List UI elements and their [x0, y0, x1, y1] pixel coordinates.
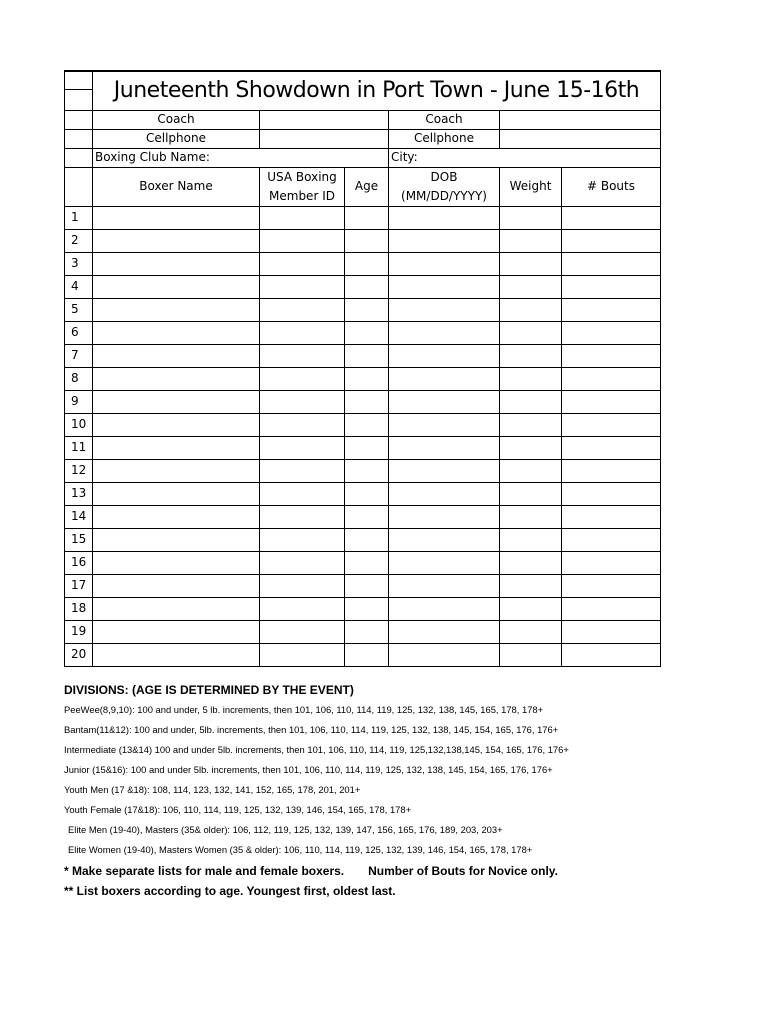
entry-row: [65, 207, 661, 230]
entry-row: [65, 345, 661, 368]
footnote-1b: Number of Bouts for Novice only.: [368, 864, 558, 878]
dob-cell[interactable]: [389, 552, 500, 575]
entry-row: [65, 368, 661, 391]
age-cell[interactable]: [345, 529, 389, 552]
bouts-cell[interactable]: [562, 460, 661, 483]
boxer-name-cell[interactable]: [93, 207, 260, 230]
usa-id-cell[interactable]: [260, 391, 345, 414]
column-header-row: [65, 168, 661, 207]
footnote-1: [64, 864, 754, 884]
bouts-cell[interactable]: [562, 207, 661, 230]
age-cell[interactable]: [345, 368, 389, 391]
row-number: 5: [65, 299, 93, 322]
club-name-field[interactable]: Boxing Club Name:: [93, 149, 389, 168]
usa-id-cell[interactable]: [260, 322, 345, 345]
usa-id-cell[interactable]: [260, 575, 345, 598]
boxer-name-cell[interactable]: [93, 621, 260, 644]
division-line: Youth Female (17&18): 106, 110, 114, 119, 125, 132, 139, 146, 154, 165, 178, 178+: [64, 804, 412, 815]
bouts-cell[interactable]: [562, 529, 661, 552]
dob-cell[interactable]: [389, 598, 500, 621]
dob-line1: DOB: [430, 170, 458, 184]
entry-row: [65, 552, 661, 575]
row-number: 20: [65, 644, 93, 667]
row-number: 16: [65, 552, 93, 575]
entry-row: [65, 276, 661, 299]
bouts-cell[interactable]: [562, 621, 661, 644]
corner-cell: [65, 71, 93, 90]
cellphone-label-2: Cellphone: [389, 130, 500, 149]
dob-cell[interactable]: [389, 506, 500, 529]
age-cell[interactable]: [345, 276, 389, 299]
divisions-heading: DIVISIONS: (AGE IS DETERMINED BY THE EVENT): [64, 683, 354, 697]
dob-cell[interactable]: [389, 437, 500, 460]
bouts-cell[interactable]: [562, 368, 661, 391]
weight-cell[interactable]: [500, 437, 562, 460]
form-title: Juneteenth Showdown in Port Town - June 15-16th: [93, 71, 661, 111]
weight-cell[interactable]: [500, 368, 562, 391]
entry-row: [65, 644, 661, 667]
weight-cell[interactable]: [500, 230, 562, 253]
entry-row: [65, 253, 661, 276]
usa-id-cell[interactable]: [260, 253, 345, 276]
age-cell[interactable]: [345, 230, 389, 253]
boxer-name-cell[interactable]: [93, 437, 260, 460]
dob-line2: (MM/DD/YYYY): [401, 189, 487, 203]
usa-line1: USA Boxing: [267, 170, 337, 184]
usa-id-cell[interactable]: [260, 414, 345, 437]
division-line: Elite Men (19-40), Masters (35& older): 106, 112, 119, 125, 132, 139, 147, 156, 165, 176, 189, 203, 203+: [68, 824, 503, 835]
weight-cell[interactable]: [500, 391, 562, 414]
weight-cell[interactable]: [500, 621, 562, 644]
weight-cell[interactable]: [500, 276, 562, 299]
boxer-name-cell[interactable]: [93, 552, 260, 575]
bouts-cell[interactable]: [562, 552, 661, 575]
age-cell[interactable]: [345, 345, 389, 368]
usa-id-cell[interactable]: [260, 345, 345, 368]
entry-row: [65, 598, 661, 621]
entry-row: [65, 322, 661, 345]
weight-cell[interactable]: [500, 529, 562, 552]
blank-cell: [65, 168, 93, 207]
weight-cell[interactable]: [500, 322, 562, 345]
age-cell[interactable]: [345, 575, 389, 598]
usa-id-cell[interactable]: [260, 437, 345, 460]
dob-cell[interactable]: [389, 253, 500, 276]
usa-id-cell[interactable]: [260, 621, 345, 644]
age-cell[interactable]: [345, 552, 389, 575]
weight-cell[interactable]: [500, 207, 562, 230]
row-number: 2: [65, 230, 93, 253]
dob-cell[interactable]: [389, 414, 500, 437]
dob-cell[interactable]: [389, 391, 500, 414]
row-number: 9: [65, 391, 93, 414]
boxer-name-cell[interactable]: [93, 506, 260, 529]
cellphone-label-1: Cellphone: [93, 130, 260, 149]
dob-cell[interactable]: [389, 207, 500, 230]
bouts-cell[interactable]: [562, 414, 661, 437]
boxer-name-cell[interactable]: [93, 598, 260, 621]
boxer-name-cell[interactable]: [93, 529, 260, 552]
entry-row: [65, 506, 661, 529]
boxer-name-cell[interactable]: [93, 414, 260, 437]
age-cell[interactable]: [345, 598, 389, 621]
club-row: [65, 149, 661, 168]
boxer-name-cell[interactable]: [93, 299, 260, 322]
entry-row: [65, 414, 661, 437]
usa-id-cell[interactable]: [260, 276, 345, 299]
corner-cell: [65, 90, 93, 111]
bouts-cell[interactable]: [562, 644, 661, 667]
weight-cell[interactable]: [500, 414, 562, 437]
usa-id-cell[interactable]: [260, 230, 345, 253]
bouts-cell[interactable]: [562, 230, 661, 253]
dob-cell[interactable]: [389, 621, 500, 644]
row-number: 15: [65, 529, 93, 552]
boxer-name-header: Boxer Name: [93, 168, 260, 207]
blank-cell: [65, 111, 93, 130]
row-number: 11: [65, 437, 93, 460]
usa-id-cell[interactable]: [260, 368, 345, 391]
age-cell[interactable]: [345, 483, 389, 506]
usa-id-cell[interactable]: [260, 207, 345, 230]
boxer-name-cell[interactable]: [93, 253, 260, 276]
age-cell[interactable]: [345, 322, 389, 345]
boxer-name-cell[interactable]: [93, 230, 260, 253]
weight-cell[interactable]: [500, 575, 562, 598]
entry-row: [65, 230, 661, 253]
row-number: 3: [65, 253, 93, 276]
entry-rows: [65, 207, 661, 667]
usa-id-cell[interactable]: [260, 483, 345, 506]
division-line: Youth Men (17 &18): 108, 114, 123, 132, 141, 152, 165, 178, 201, 201+: [64, 784, 361, 795]
entry-row: [65, 391, 661, 414]
boxer-name-cell[interactable]: [93, 460, 260, 483]
age-cell[interactable]: [345, 644, 389, 667]
weight-cell[interactable]: [500, 598, 562, 621]
age-cell[interactable]: [345, 391, 389, 414]
weight-cell[interactable]: [500, 552, 562, 575]
dob-cell[interactable]: [389, 644, 500, 667]
weight-cell[interactable]: [500, 506, 562, 529]
age-cell[interactable]: [345, 621, 389, 644]
coach-label-2: Coach: [389, 111, 500, 130]
city-field[interactable]: City:: [389, 149, 661, 168]
coach-field-1[interactable]: [260, 111, 389, 130]
bouts-cell[interactable]: [562, 437, 661, 460]
bouts-cell[interactable]: [562, 299, 661, 322]
entry-row: [65, 529, 661, 552]
usa-id-cell[interactable]: [260, 644, 345, 667]
row-number: 8: [65, 368, 93, 391]
bouts-cell[interactable]: [562, 345, 661, 368]
dob-cell[interactable]: [389, 529, 500, 552]
age-cell[interactable]: [345, 299, 389, 322]
boxer-name-cell[interactable]: [93, 276, 260, 299]
boxer-name-cell[interactable]: [93, 644, 260, 667]
dob-header: [389, 168, 500, 207]
age-cell[interactable]: [345, 460, 389, 483]
age-cell[interactable]: [345, 253, 389, 276]
bouts-cell[interactable]: [562, 322, 661, 345]
bouts-header: # Bouts: [562, 168, 661, 207]
entry-row: [65, 299, 661, 322]
boxer-name-cell[interactable]: [93, 322, 260, 345]
weight-cell[interactable]: [500, 483, 562, 506]
bouts-cell[interactable]: [562, 598, 661, 621]
coach-label-1: Coach: [93, 111, 260, 130]
footnote-1a: * Make separate lists for male and female boxers.: [64, 864, 345, 878]
entry-form: [64, 70, 660, 667]
dob-cell[interactable]: [389, 345, 500, 368]
dob-cell[interactable]: [389, 575, 500, 598]
row-number: 1: [65, 207, 93, 230]
cellphone-row: [65, 130, 661, 149]
row-number: 4: [65, 276, 93, 299]
coach-row: [65, 111, 661, 130]
age-cell[interactable]: [345, 506, 389, 529]
cellphone-field-1[interactable]: [260, 130, 389, 149]
dob-cell[interactable]: [389, 322, 500, 345]
notes-section: [64, 683, 754, 904]
row-number: 13: [65, 483, 93, 506]
bouts-cell[interactable]: [562, 506, 661, 529]
bouts-cell[interactable]: [562, 253, 661, 276]
division-line: Junior (15&16): 100 and under 5lb. increments, then 101, 106, 110, 114, 119, 125, 132, 138, 145, 154, 165, 176, 176+: [64, 764, 553, 775]
row-number: 7: [65, 345, 93, 368]
row-number: 14: [65, 506, 93, 529]
usa-id-cell[interactable]: [260, 299, 345, 322]
bouts-cell[interactable]: [562, 391, 661, 414]
division-line: Intermediate (13&14) 100 and under 5lb. increments, then 101, 106, 110, 114, 119, 125,132,138,145, 154, 165, 176, 176+: [64, 744, 569, 755]
footnote-2: ** List boxers according to age. Youngest first, oldest last.: [64, 884, 396, 898]
bouts-cell[interactable]: [562, 276, 661, 299]
usa-line2: Member ID: [269, 189, 335, 203]
entry-row: [65, 575, 661, 598]
weight-cell[interactable]: [500, 299, 562, 322]
division-line: Bantam(11&12): 100 and under, 5lb. increments, then 101, 106, 110, 114, 119, 125, 132, 138, 145, 154, 165, 176, 176+: [64, 724, 559, 735]
boxer-name-cell[interactable]: [93, 391, 260, 414]
dob-cell[interactable]: [389, 368, 500, 391]
weight-cell[interactable]: [500, 345, 562, 368]
boxer-name-cell[interactable]: [93, 368, 260, 391]
row-number: 6: [65, 322, 93, 345]
dob-cell[interactable]: [389, 299, 500, 322]
dob-cell[interactable]: [389, 230, 500, 253]
boxer-name-cell[interactable]: [93, 345, 260, 368]
dob-cell[interactable]: [389, 460, 500, 483]
entry-row: [65, 621, 661, 644]
blank-cell: [65, 130, 93, 149]
division-line: Elite Women (19-40), Masters Women (35 & older): 106, 110, 114, 119, 125, 132, 139, 146, 154, 165, 178, 178+: [68, 844, 533, 855]
dob-cell[interactable]: [389, 276, 500, 299]
weight-header: Weight: [500, 168, 562, 207]
blank-cell: [65, 149, 93, 168]
age-cell[interactable]: [345, 414, 389, 437]
usa-boxing-id-header: [260, 168, 345, 207]
row-number: 18: [65, 598, 93, 621]
row-number: 12: [65, 460, 93, 483]
weight-cell[interactable]: [500, 644, 562, 667]
entry-table: [64, 70, 661, 667]
division-line: PeeWee(8,9,10): 100 and under, 5 lb. increments, then 101, 106, 110, 114, 119, 125, 132, 138, 145, 165, 178, 178+: [64, 704, 544, 715]
usa-id-cell[interactable]: [260, 460, 345, 483]
usa-id-cell[interactable]: [260, 529, 345, 552]
row-number: 19: [65, 621, 93, 644]
cellphone-field-2[interactable]: [500, 130, 661, 149]
bouts-cell[interactable]: [562, 483, 661, 506]
entry-row: [65, 460, 661, 483]
age-cell[interactable]: [345, 207, 389, 230]
entry-row: [65, 483, 661, 506]
coach-field-2[interactable]: [500, 111, 661, 130]
weight-cell[interactable]: [500, 253, 562, 276]
usa-id-cell[interactable]: [260, 598, 345, 621]
boxer-name-cell[interactable]: [93, 575, 260, 598]
age-cell[interactable]: [345, 437, 389, 460]
usa-id-cell[interactable]: [260, 506, 345, 529]
row-number: 10: [65, 414, 93, 437]
usa-id-cell[interactable]: [260, 552, 345, 575]
dob-cell[interactable]: [389, 483, 500, 506]
entry-row: [65, 437, 661, 460]
bouts-cell[interactable]: [562, 575, 661, 598]
row-number: 17: [65, 575, 93, 598]
age-header: Age: [345, 168, 389, 207]
weight-cell[interactable]: [500, 460, 562, 483]
boxer-name-cell[interactable]: [93, 483, 260, 506]
